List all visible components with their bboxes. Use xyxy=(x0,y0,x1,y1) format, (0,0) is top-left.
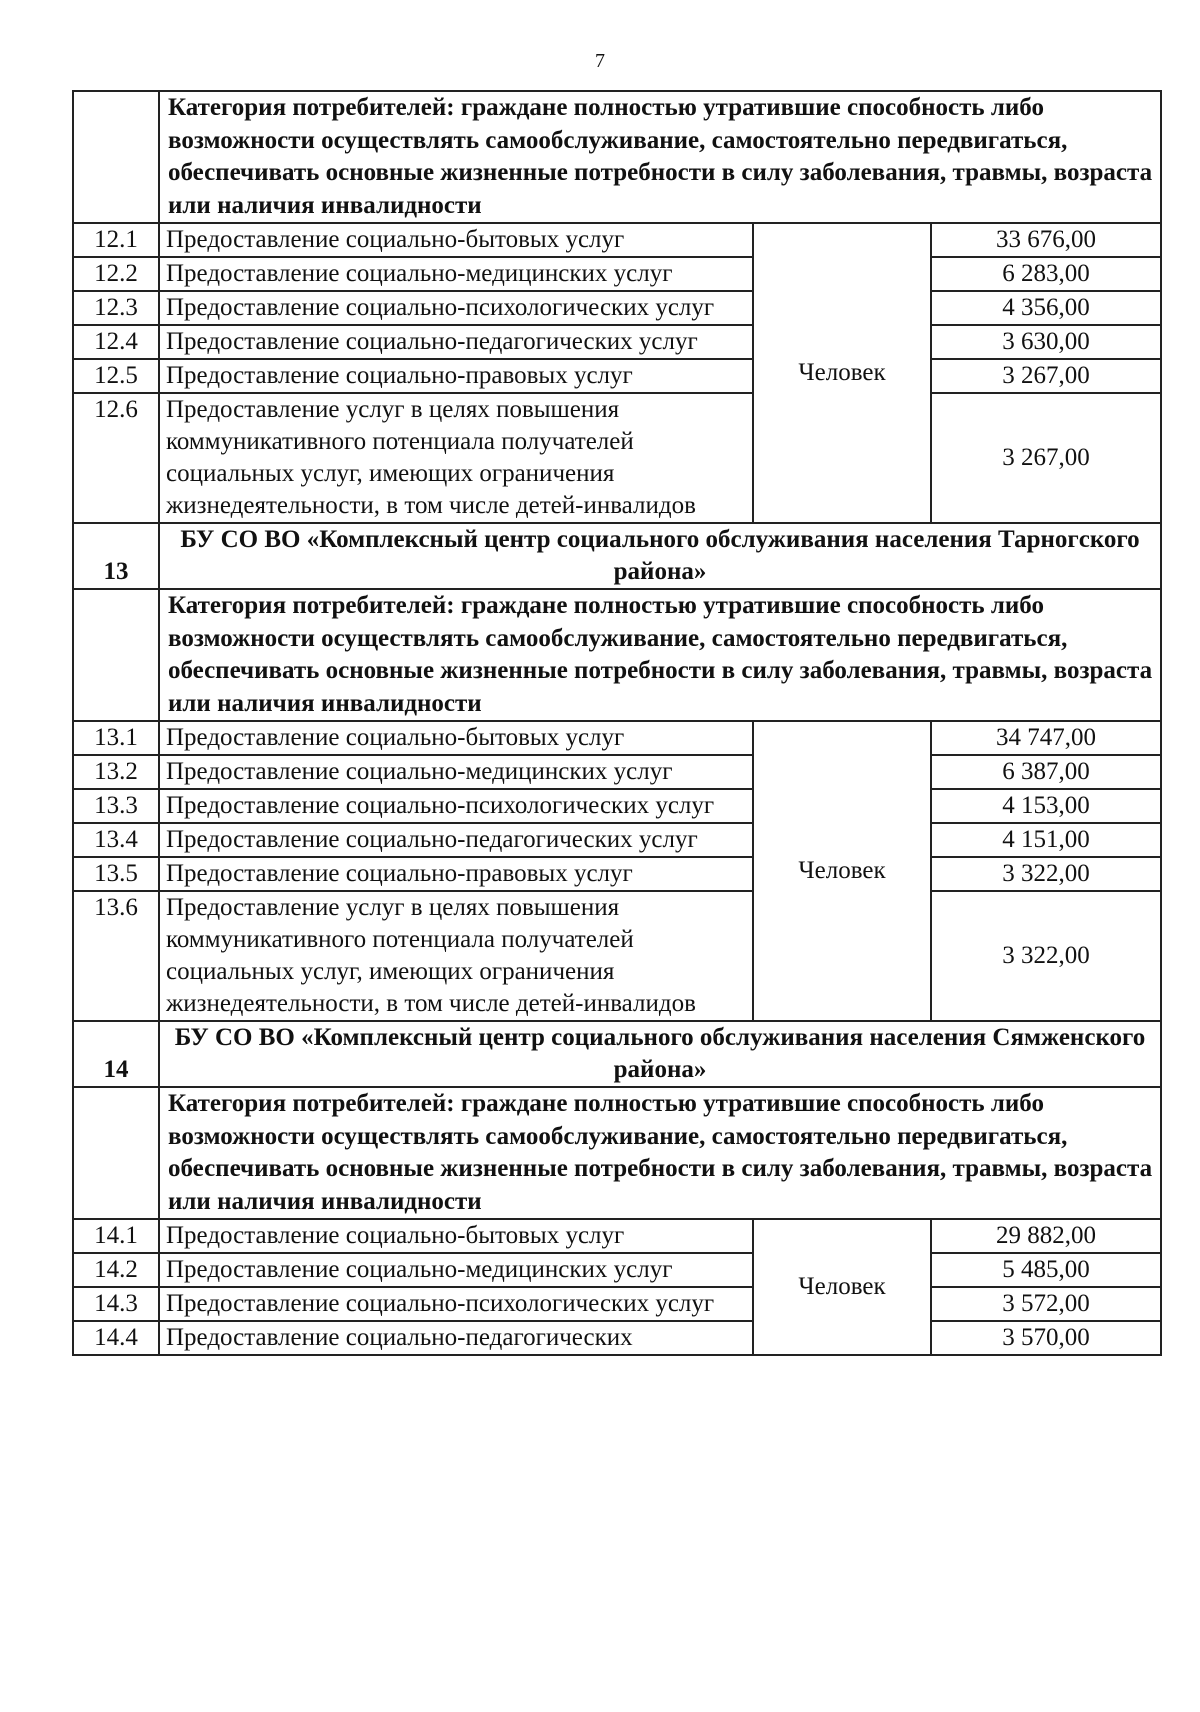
row-number: 14.3 xyxy=(73,1287,159,1321)
row-number: 12.4 xyxy=(73,325,159,359)
category-row xyxy=(73,1087,1161,1219)
row-number: 12.6 xyxy=(73,393,159,523)
row-number: 13.6 xyxy=(73,891,159,1021)
row-number: 14.2 xyxy=(73,1253,159,1287)
category-text: Категория потребителей: граждане полностью утратившие способность либо возможности осуществлять самообслуживание, самостоятельно передвигаться, обеспечивать основные жизненные потребности в силу заболевания, травмы, возраста или наличия инвалидности xyxy=(159,589,1161,721)
service-name: Предоставление социально-психологических услуг xyxy=(159,789,753,823)
table-row xyxy=(73,823,1161,857)
category-row xyxy=(73,589,1161,721)
row-number: 14.4 xyxy=(73,1321,159,1355)
table-row xyxy=(73,291,1161,325)
services-table xyxy=(72,90,1162,1356)
row-number: 13.2 xyxy=(73,755,159,789)
organization-row xyxy=(73,1021,1161,1087)
row-number: 14.1 xyxy=(73,1219,159,1253)
organization-row xyxy=(73,523,1161,589)
service-name: Предоставление социально-бытовых услуг xyxy=(159,223,753,257)
table-row xyxy=(73,393,1161,523)
value-cell: 6 283,00 xyxy=(931,257,1161,291)
value-cell: 33 676,00 xyxy=(931,223,1161,257)
service-name: Предоставление социально-правовых услуг xyxy=(159,359,753,393)
value-cell: 3 570,00 xyxy=(931,1321,1161,1355)
value-cell: 3 322,00 xyxy=(931,857,1161,891)
service-name: Предоставление услуг в целях повышения коммуникативного потенциала получателей социальных услуг, имеющих ограничения жизнедеятельности, в том числе детей-инвалидов xyxy=(159,393,753,523)
service-name: Предоставление социально-педагогических xyxy=(159,1321,753,1355)
value-cell: 34 747,00 xyxy=(931,721,1161,755)
service-name: Предоставление социально-бытовых услуг xyxy=(159,1219,753,1253)
service-name: Предоставление социально-психологических услуг xyxy=(159,291,753,325)
organization-name: БУ СО ВО «Комплексный центр социального обслуживания населения Тарногского района» xyxy=(159,523,1161,589)
row-number: 12.1 xyxy=(73,223,159,257)
value-cell: 29 882,00 xyxy=(931,1219,1161,1253)
table-row xyxy=(73,325,1161,359)
category-text: Категория потребителей: граждане полностью утратившие способность либо возможности осуществлять самообслуживание, самостоятельно передвигаться, обеспечивать основные жизненные потребности в силу заболевания, травмы, возраста или наличия инвалидности xyxy=(159,91,1161,223)
organization-name: БУ СО ВО «Комплексный центр социального обслуживания населения Сямженского района» xyxy=(159,1021,1161,1087)
value-cell: 4 356,00 xyxy=(931,291,1161,325)
row-number: 12.3 xyxy=(73,291,159,325)
service-name: Предоставление социально-медицинских услуг xyxy=(159,755,753,789)
value-cell: 6 387,00 xyxy=(931,755,1161,789)
value-cell: 4 151,00 xyxy=(931,823,1161,857)
services-table-container xyxy=(72,90,1160,1356)
organization-number: 14 xyxy=(73,1021,159,1087)
row-number: 12.5 xyxy=(73,359,159,393)
table-row xyxy=(73,257,1161,291)
organization-number: 13 xyxy=(73,523,159,589)
table-row xyxy=(73,789,1161,823)
table-row xyxy=(73,359,1161,393)
table-row xyxy=(73,755,1161,789)
value-cell: 3 572,00 xyxy=(931,1287,1161,1321)
value-cell: 5 485,00 xyxy=(931,1253,1161,1287)
category-row xyxy=(73,91,1161,223)
row-number: 12.2 xyxy=(73,257,159,291)
row-number: 13.5 xyxy=(73,857,159,891)
table-row xyxy=(73,1321,1161,1355)
value-cell: 4 153,00 xyxy=(931,789,1161,823)
table-row xyxy=(73,1287,1161,1321)
service-name: Предоставление социально-педагогических услуг xyxy=(159,823,753,857)
service-name: Предоставление услуг в целях повышения коммуникативного потенциала получателей социальных услуг, имеющих ограничения жизнедеятельности, в том числе детей-инвалидов xyxy=(159,891,753,1021)
table-row xyxy=(73,223,1161,257)
table-row xyxy=(73,1219,1161,1253)
value-cell: 3 322,00 xyxy=(931,891,1161,1021)
unit-cell: Человек xyxy=(753,223,931,523)
table-row xyxy=(73,891,1161,1021)
table-row xyxy=(73,721,1161,755)
service-name: Предоставление социально-бытовых услуг xyxy=(159,721,753,755)
category-text: Категория потребителей: граждане полностью утратившие способность либо возможности осуществлять самообслуживание, самостоятельно передвигаться, обеспечивать основные жизненные потребности в силу заболевания, травмы, возраста или наличия инвалидности xyxy=(159,1087,1161,1219)
table-row xyxy=(73,1253,1161,1287)
row-number: 13.1 xyxy=(73,721,159,755)
service-name: Предоставление социально-медицинских услуг xyxy=(159,257,753,291)
row-number: 13.3 xyxy=(73,789,159,823)
row-number: 13.4 xyxy=(73,823,159,857)
unit-cell: Человек xyxy=(753,721,931,1021)
service-name: Предоставление социально-правовых услуг xyxy=(159,857,753,891)
unit-cell: Человек xyxy=(753,1219,931,1355)
service-name: Предоставление социально-педагогических услуг xyxy=(159,325,753,359)
table-row xyxy=(73,857,1161,891)
value-cell: 3 267,00 xyxy=(931,359,1161,393)
page-number: 7 xyxy=(595,50,605,72)
service-name: Предоставление социально-медицинских услуг xyxy=(159,1253,753,1287)
service-name: Предоставление социально-психологических услуг xyxy=(159,1287,753,1321)
value-cell: 3 267,00 xyxy=(931,393,1161,523)
value-cell: 3 630,00 xyxy=(931,325,1161,359)
